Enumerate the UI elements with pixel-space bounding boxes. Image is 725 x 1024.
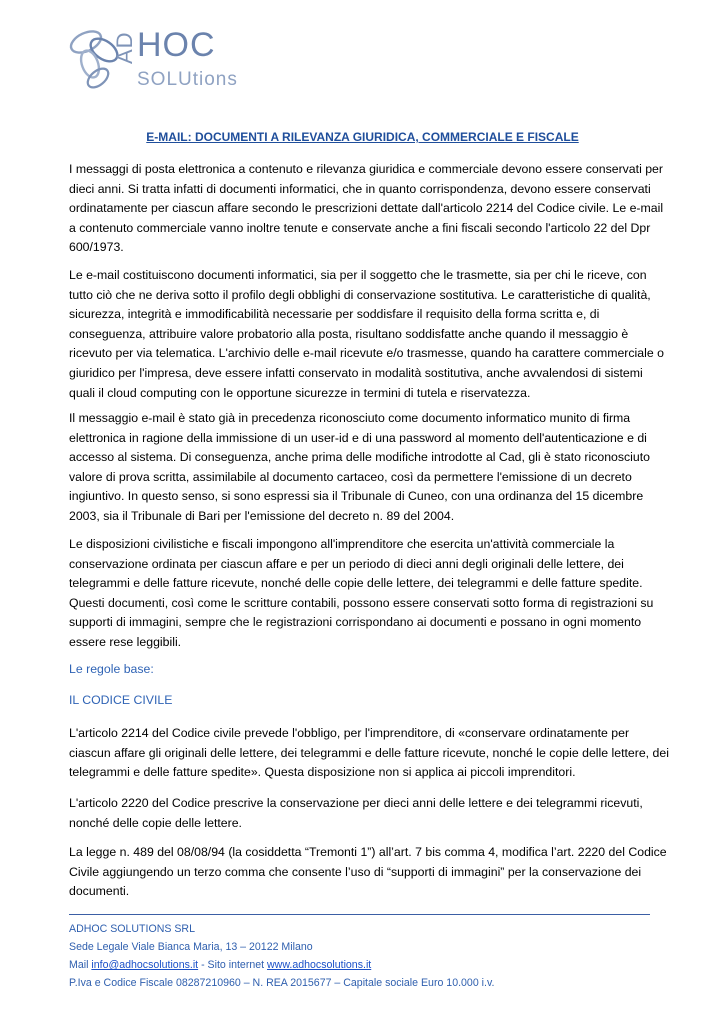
paragraph-3: Il messaggio e-mail è stato già in precedenza riconosciuto come documento informatico munito di firma elettronica in ragione della immissione di un user-id e di una password al momento dell'autenticazione e di accesso al sistema. Di conseguenza, anche prima delle modifiche introdotte al Cad, gli è stato riconosciuto valore di prova scritta, assimilabile al documento cartaceo, così da permettere l'emissione di un decreto ingiuntivo. In questo senso, si sono espressi sia il Tribunale di Cuneo, con una ordinanza del 15 dicembre 2003, sia il Tribunale di Bari per l'emissione del decreto n. 89 del 2004.: [69, 411, 650, 523]
company-logo: [68, 24, 238, 96]
logo-hoc-text: HOC: [137, 26, 216, 64]
paragraph-1: I messaggi di posta elettronica a contenuto e rilevanza giuridica e commerciale devono essere conservati per dieci anni. Si tratta infatti di documenti informatici, che in quanto corrispondenza, devono essere conservati ordinatamente per ciascun affare secondo le prescrizioni dettate dall'articolo 2214 del Codice civile. Le e-mail a contenuto commerciale vanno inoltre tenute e conservate anche a fini fiscali secondo l'articolo 22 del Dpr 600/1973.: [69, 162, 664, 255]
document-title: E-MAIL: DOCUMENTI A RILEVANZA GIURIDICA, COMMERCIALE E FISCALE: [146, 130, 579, 144]
footer-address: Sede Legale Viale Bianca Maria, 13 – 20122 Milano: [69, 941, 313, 953]
section-heading-regole: Le regole base:: [69, 662, 154, 676]
footer-fiscal-info: P.Iva e Codice Fiscale 08287210960 – N. REA 2015677 – Capitale sociale Euro 10.000 i.v.: [69, 977, 495, 989]
logo-solutions-text: SOLUtions: [137, 69, 238, 90]
footer-mail-label: Mail: [69, 959, 92, 971]
footer-email-link[interactable]: info@adhocsolutions.it: [91, 959, 199, 971]
footer-company: ADHOC SOLUTIONS SRL: [69, 923, 195, 935]
footer-website-link[interactable]: www.adhocsolutions.it: [267, 959, 372, 971]
footer-site-label: - Sito internet: [198, 959, 268, 971]
paragraph-4: Le disposizioni civilistiche e fiscali impongono all'imprenditore che esercita un'attività commerciale la conservazione ordinata per ciascun affare e per un periodo di dieci anni degli originali delle lettere, dei telegrammi e delle fatture ricevute, nonché delle copie delle lettere, dei telegrammi e delle fatture spedite. Questi documenti, così come le scritture contabili, possono essere conservati sotto forma di registrazioni su supporti di immagini, sempre che le registrazioni corrispondano ai documenti e possano in ogni momento essere rese leggibili.: [69, 537, 654, 649]
paragraph-5: L'articolo 2214 del Codice civile prevede l'obbligo, per l'imprenditore, di «conservare ordinatamente per ciascun affare gli originali delle lettere, dei telegrammi e delle fatture ricevute, nonché le copie delle lettere, dei telegrammi e delle fatture spedite». Questa disposizione non si applica ai piccoli imprenditori.: [69, 726, 669, 780]
logo-ad-text: AD: [112, 31, 137, 64]
paragraph-6: L'articolo 2220 del Codice prescrive la conservazione per dieci anni delle lettere e dei telegrammi ricevuti, nonché delle copie delle lettere.: [69, 796, 643, 830]
footer-divider: [69, 914, 650, 915]
section-heading-codice-civile: IL CODICE CIVILE: [69, 693, 173, 707]
paragraph-7: La legge n. 489 del 08/08/94 (la cosiddetta “Tremonti 1”) all’art. 7 bis comma 4, modifica l’art. 2220 del Codice Civile aggiungendo un terzo comma che consente l’uso di “supporti di immagini” per la conservazione dei documenti.: [69, 845, 667, 899]
footer-contacts: [69, 958, 371, 972]
paragraph-2: Le e-mail costituiscono documenti informatici, sia per il soggetto che le trasmette, sia per chi le riceve, con tutto ciò che ne deriva sotto il profilo degli obblighi di conservazione sostitutiva. Le caratteristiche di qualità, sicurezza, integrità e immodificabilità necessarie per soddisfare il requisito della forma scritta e, di conseguenza, attribuire valore probatorio alla posta, risultano soddisfatte anche quando il messaggio è ricevuto per via telematica. L'archivio delle e-mail ricevute e/o trasmesse, quando ha carattere commerciale o giuridico per l'impresa, deve essere infatti conservato in modalità sostitutiva, anche avvalendosi di sistemi quali il cloud computing con le opportune sicurezze in termini di tutela e riservatezza.: [69, 268, 664, 400]
